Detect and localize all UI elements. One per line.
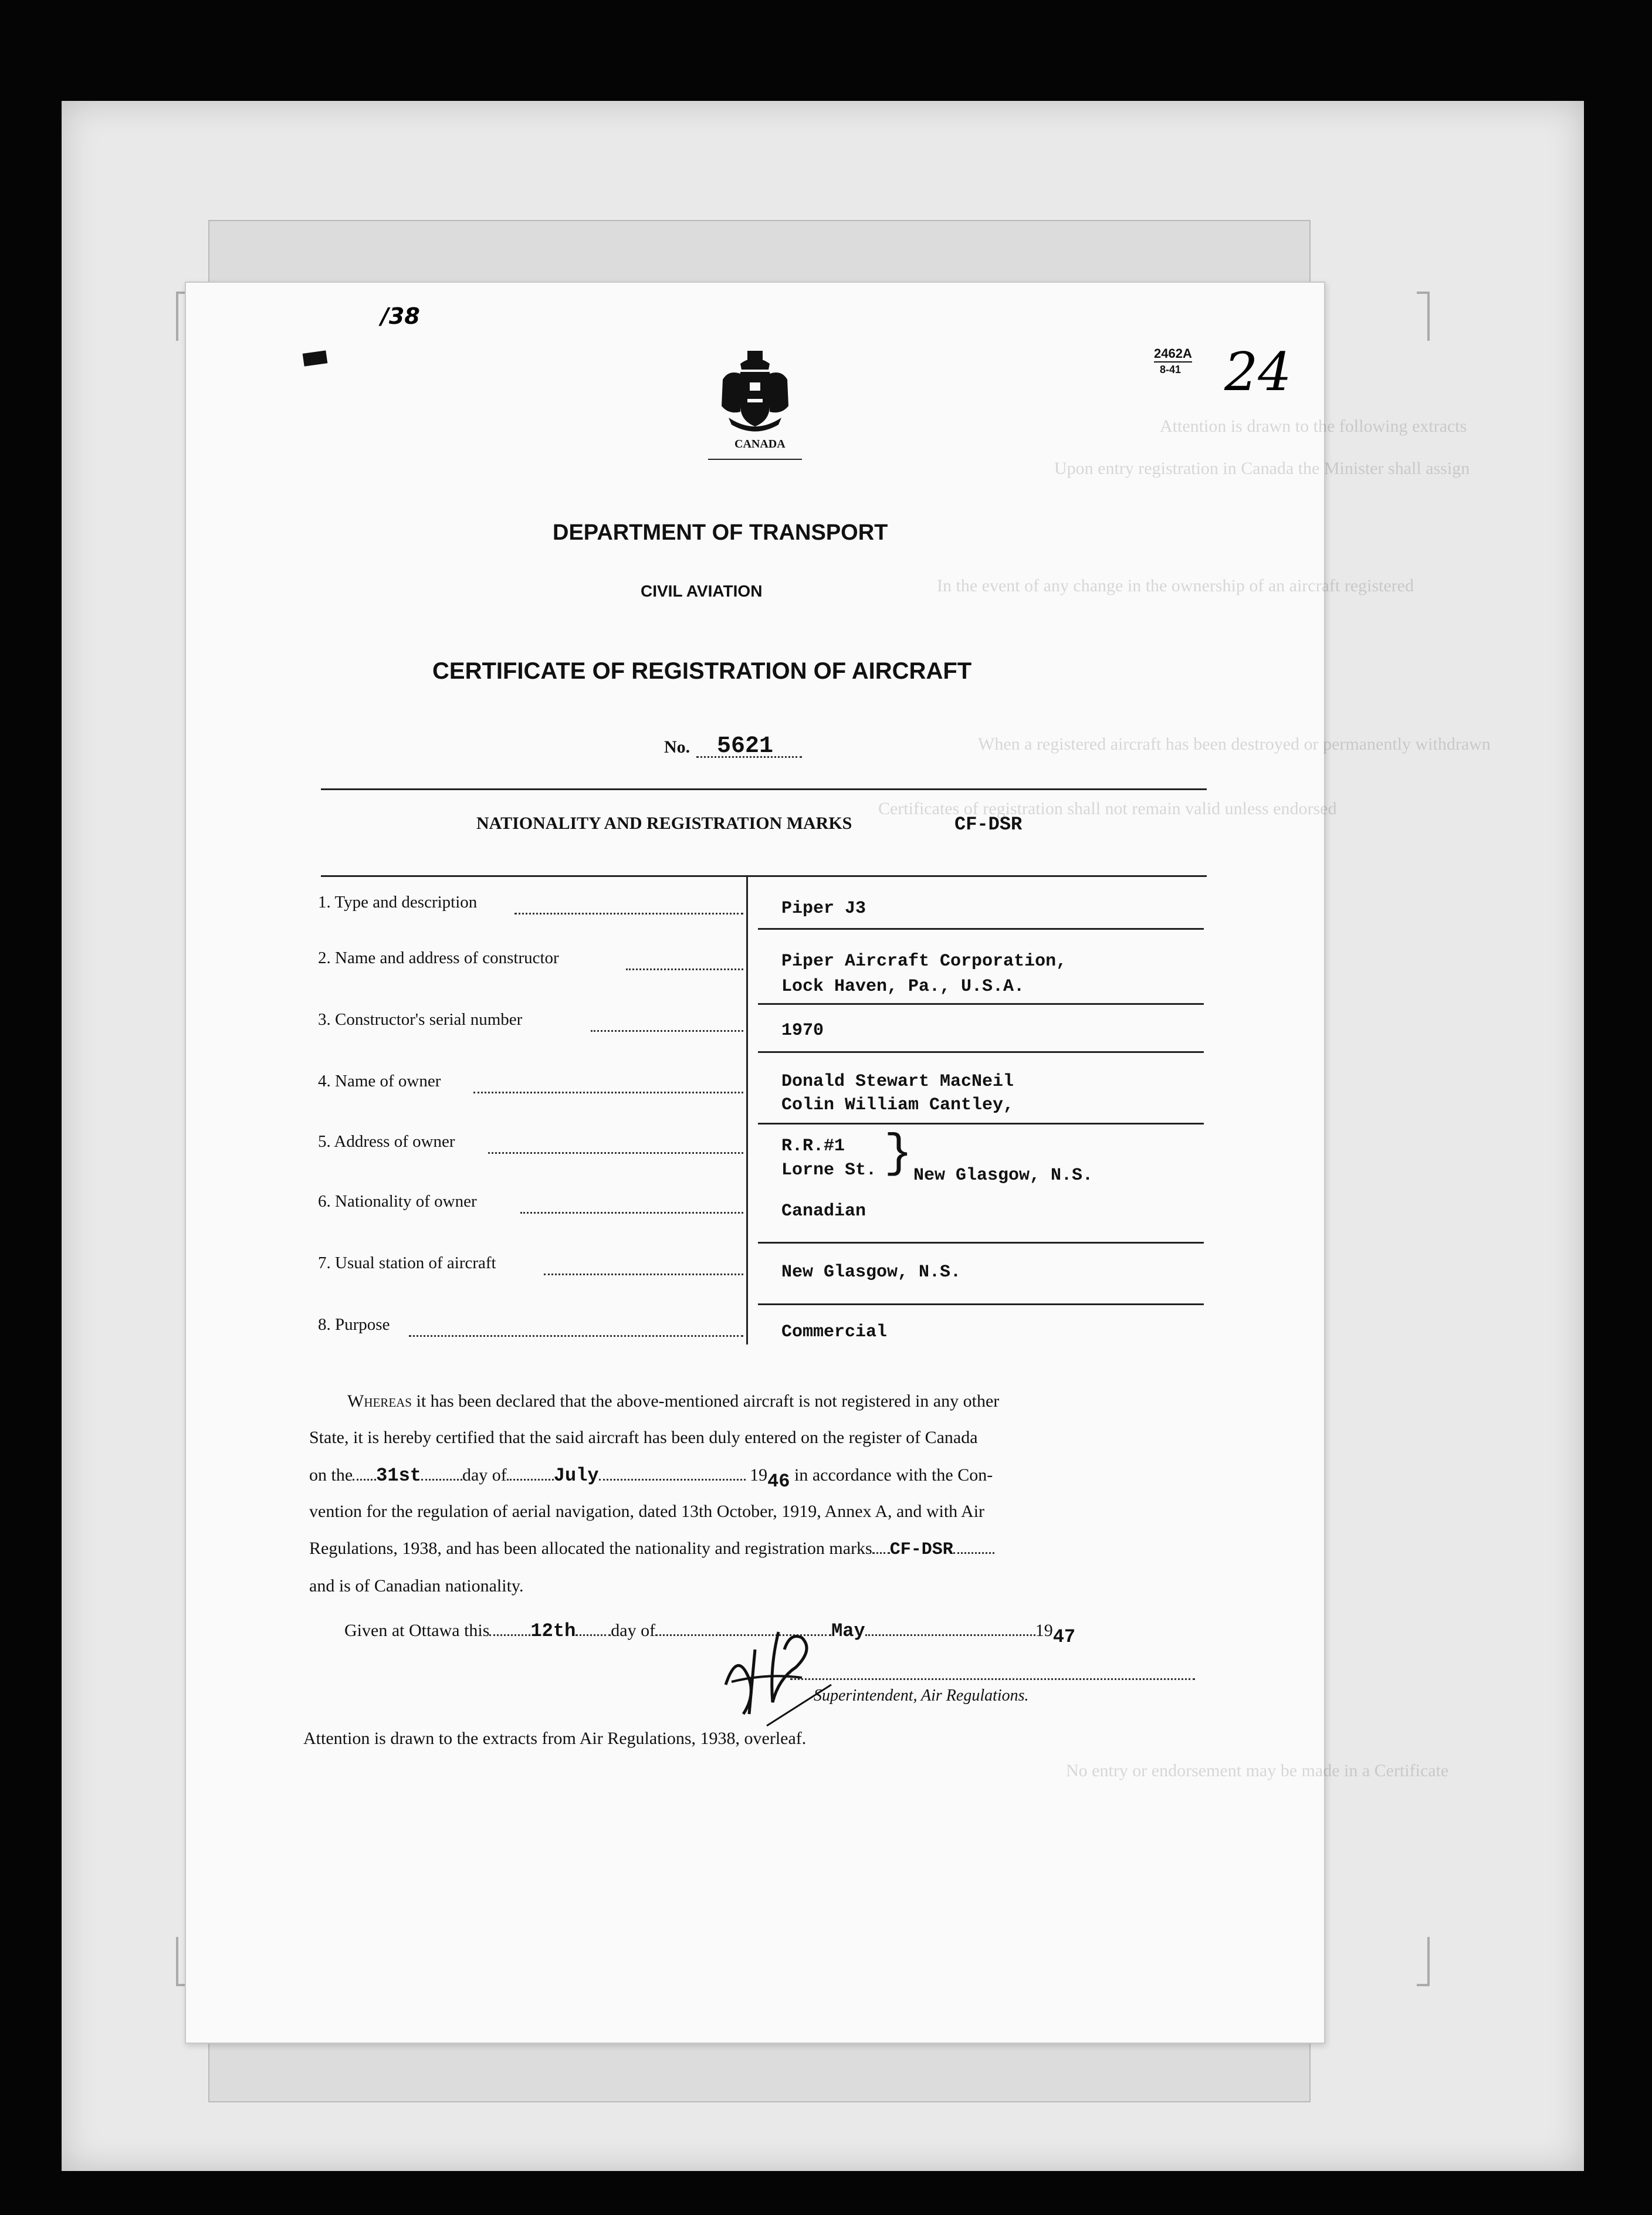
row-rule (758, 1303, 1204, 1305)
field-label: 5. Address of owner (318, 1132, 455, 1151)
crop-mark-bottom-right (1417, 1937, 1430, 1986)
marks-value: CF-DSR (954, 814, 1023, 835)
year-prefix: 19 (750, 1465, 768, 1485)
field-label: 2. Name and address of constructor (318, 949, 559, 967)
coat-of-arms-icon (717, 347, 793, 435)
marks-dots (953, 1552, 994, 1554)
row-rule (758, 1003, 1204, 1005)
department-title: DEPARTMENT OF TRANSPORT (553, 520, 888, 545)
marks-rule-top (321, 788, 1207, 790)
field-label: 3. Constructor's serial number (318, 1010, 523, 1029)
marks-dots (872, 1552, 890, 1554)
given-text: Given at Ottawa this (344, 1621, 490, 1640)
given-dots (489, 1634, 530, 1636)
body-text: in accordance with the Con- (794, 1465, 993, 1485)
field-dots (591, 1016, 743, 1032)
certificate-number-label: No. (664, 737, 690, 757)
handwritten-number: 24 (1224, 341, 1292, 403)
field-value: Commercial (781, 1322, 888, 1342)
given-dots (865, 1634, 1035, 1636)
branch-title: CIVIL AVIATION (641, 582, 763, 600)
month-dots (507, 1479, 554, 1481)
given-year-prefix: 19 (1035, 1621, 1053, 1640)
month-dots (599, 1479, 746, 1481)
bleed-through-text: When a registered aircraft has been destroyed or permanently withdrawn (978, 734, 1491, 754)
field-value: Donald Stewart MacNeil (781, 1072, 1014, 1092)
field-value: 1970 (781, 1021, 824, 1041)
given-day: 12th (530, 1620, 576, 1642)
bleed-through-text: Upon entry registration in Canada the Minister shall assign (1054, 459, 1470, 478)
form-number: 2462A (1154, 346, 1192, 363)
corner-mark (303, 350, 328, 366)
day-of-text: day of (462, 1465, 507, 1485)
field-label: 7. Usual station of aircraft (318, 1254, 496, 1272)
whereas-word: Whereas (347, 1391, 412, 1411)
given-line (344, 1620, 1076, 1648)
certificate-title: CERTIFICATE OF REGISTRATION OF AIRCRAFT (432, 658, 972, 684)
day-dots (353, 1479, 376, 1481)
day-dots (421, 1479, 462, 1481)
field-dots (626, 954, 743, 970)
signature-title: Superintendent, Air Regulations. (814, 1686, 1029, 1705)
given-month: May (831, 1620, 865, 1642)
field-dots (473, 1078, 743, 1093)
field-label: 8. Purpose (318, 1315, 390, 1334)
field-dots (488, 1138, 743, 1154)
certificate-number-value: 5621 (717, 733, 774, 760)
attention-note: Attention is drawn to the extracts from Air Regulations, 1938, overleaf. (303, 1729, 807, 1748)
form-date: 8-41 (1160, 364, 1182, 375)
row-rule (758, 1051, 1204, 1053)
table-divider (746, 875, 748, 1344)
file-number: /38 (381, 303, 420, 329)
registered-day: 31st (376, 1465, 421, 1486)
bleed-through-text: In the event of any change in the ownership of an aircraft registered (937, 576, 1414, 595)
bleed-through-text: No entry or endorsement may be made in a Certificate (1066, 1761, 1449, 1780)
field-label: 6. Nationality of owner (318, 1192, 477, 1211)
field-label: 4. Name of owner (318, 1072, 441, 1090)
field-value: Lock Haven, Pa., U.S.A. (781, 977, 1025, 997)
given-dots (576, 1634, 611, 1636)
given-day-of: day of (611, 1621, 656, 1640)
field-value: New Glasgow, N.S. (913, 1166, 1094, 1186)
field-value: New Glasgow, N.S. (781, 1262, 962, 1282)
field-value: Piper Aircraft Corporation, (781, 951, 1067, 971)
given-year: 47 (1052, 1626, 1076, 1648)
body-line-2: State, it is hereby certified that the said aircraft has been duly entered on the register of Canada (309, 1428, 978, 1447)
field-value: Canadian (781, 1201, 866, 1221)
field-value: R.R.#1 (781, 1136, 845, 1156)
country-label: CANADA (734, 438, 786, 451)
field-dots (520, 1198, 743, 1214)
marks-label: NATIONALITY AND REGISTRATION MARKS (476, 814, 852, 833)
brace-mark: } (884, 1127, 913, 1181)
signature-dots (790, 1676, 1195, 1680)
body-line-6: and is of Canadian nationality. (309, 1576, 524, 1596)
body-line-5 (309, 1539, 994, 1560)
body-line-4: vention for the regulation of aerial navigation, dated 13th October, 1919, Annex A, and with Air (309, 1502, 985, 1521)
registered-month: July (553, 1465, 599, 1486)
field-value: Piper J3 (781, 899, 866, 919)
body-text: it has been declared that the above-mentioned aircraft is not registered in any other (416, 1391, 1000, 1411)
field-label: 1. Type and description (318, 893, 478, 912)
bleed-through-text: Attention is drawn to the following extracts (1160, 416, 1467, 436)
marks-rule-bottom (321, 875, 1207, 877)
row-rule (758, 1242, 1204, 1244)
row-rule (758, 928, 1204, 930)
header-rule (708, 459, 802, 460)
registered-year: 46 (767, 1471, 790, 1492)
field-dots (409, 1321, 743, 1337)
field-dots (514, 899, 743, 915)
field-value: Lorne St. (781, 1160, 877, 1180)
bleed-through-text: Certificates of registration shall not remain valid unless endorsed (878, 799, 1337, 818)
handwritten-signature (714, 1614, 843, 1732)
row-rule (758, 1123, 1204, 1125)
body-line-3 (309, 1465, 993, 1492)
on-the-text: on the (309, 1465, 353, 1485)
body-line-1 (347, 1391, 999, 1411)
crop-mark-top-right (1417, 292, 1430, 341)
certificate-document (185, 282, 1491, 2044)
body-text: Regulations, 1938, and has been allocated the nationality and registration marks (309, 1539, 872, 1558)
field-value: Colin William Cantley, (781, 1095, 1014, 1115)
allocated-marks: CF-DSR (889, 1540, 953, 1560)
field-dots (544, 1259, 743, 1275)
